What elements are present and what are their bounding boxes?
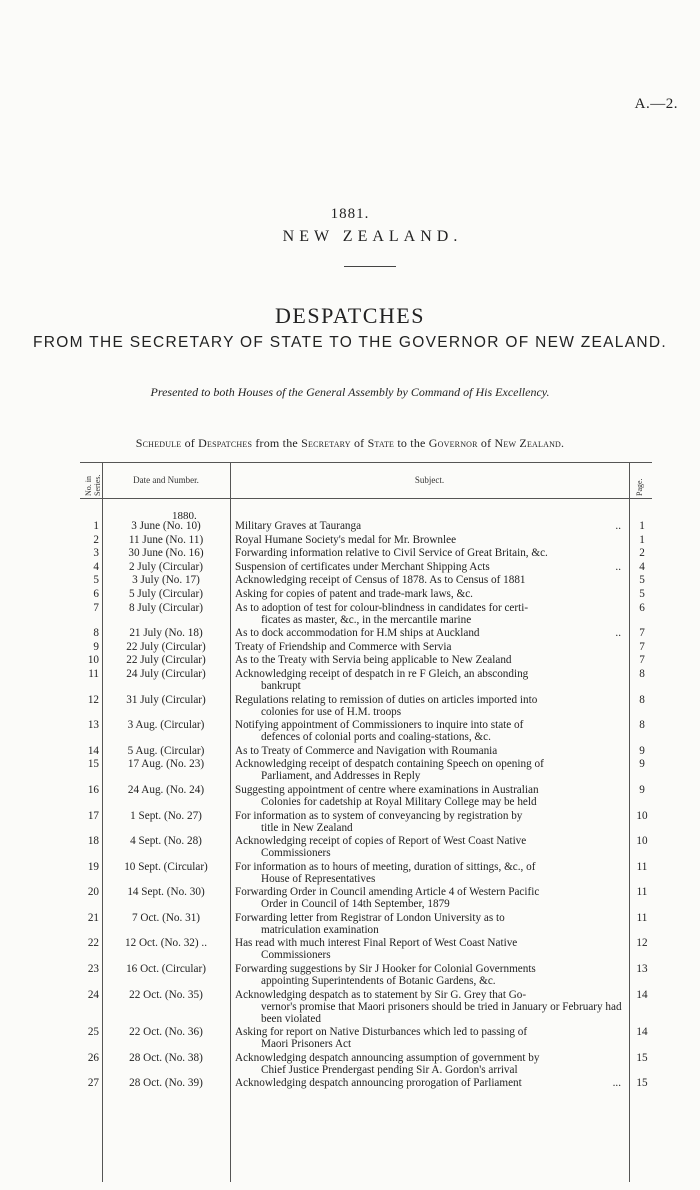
row-subject-text: Military Graves at Tauranga — [235, 520, 362, 532]
row-subject-text: Regulations relating to remission of duties on articles imported into — [235, 693, 538, 706]
row-page: 10 — [636, 835, 648, 848]
row-number: 10 — [87, 654, 99, 667]
table-row — [80, 547, 652, 559]
row-number: 2 — [93, 533, 99, 546]
row-subject-continuation: colonies for use of H.M. troops — [261, 705, 402, 718]
table-row — [80, 520, 652, 532]
row-page: 8 — [639, 667, 645, 680]
row-leader-dots: ... — [612, 1077, 621, 1090]
row-page: 5 — [639, 587, 645, 600]
row-date: 2 July (Circular) — [129, 560, 203, 573]
row-number: 13 — [87, 719, 99, 732]
table-row — [80, 937, 652, 961]
row-number: 12 — [87, 693, 99, 706]
schedule-word: New Zealand — [494, 436, 562, 450]
row-number: 17 — [87, 809, 99, 822]
row-subject-continuation: Colonies for cadetship at Royal Military College may be held — [261, 795, 537, 808]
row-subject — [235, 547, 627, 559]
row-subject — [235, 835, 627, 859]
row-subject — [235, 886, 627, 910]
table-row — [80, 758, 652, 782]
row-subject — [235, 1052, 627, 1076]
row-subject-text: Asking for copies of patent and trade-mark laws, &c. — [235, 587, 473, 600]
row-number: 19 — [87, 860, 99, 873]
schedule-word: of — [480, 436, 492, 450]
row-subject-text: As to adoption of test for colour-blindness in candidates for certi- — [235, 601, 529, 614]
row-number: 27 — [87, 1077, 99, 1090]
row-page: 11 — [636, 886, 648, 899]
row-subject-text: As to dock accommodation for H.M ships at Auckland — [235, 627, 480, 640]
column-header-subject: Subject. — [414, 475, 445, 485]
row-subject-continuation: Commissioners — [261, 847, 331, 860]
row-subject — [235, 520, 627, 532]
row-subject — [235, 574, 627, 586]
table-row — [80, 989, 652, 1025]
row-subject-continuation: House of Representatives — [261, 872, 376, 885]
row-date: 7 Oct. (No. 31) — [131, 911, 201, 924]
row-date: 22 July (Circular) — [126, 654, 206, 667]
row-page: 7 — [639, 654, 645, 667]
row-subject-continuation: Order in Council of 14th September, 1879 — [261, 898, 450, 911]
schedule-word: of — [353, 436, 365, 450]
row-subject — [235, 561, 627, 573]
row-subject-continuation: defences of colonial ports and coaling-stations, &c. — [261, 731, 491, 744]
row-subject-continuation: Parliament, and Addresses in Reply — [261, 770, 421, 783]
column-header-date: Date and Number. — [133, 475, 199, 485]
page-title: DESPATCHES — [275, 303, 425, 328]
row-number: 21 — [87, 911, 99, 924]
row-subject — [235, 758, 627, 782]
row-subject-continuation: Maori Prisoners Act — [261, 1038, 352, 1051]
row-subject-text: Has read with much interest Final Report of West Coast Native — [235, 937, 518, 950]
row-page: 8 — [639, 693, 645, 706]
row-page: 14 — [636, 1026, 648, 1039]
table-row — [80, 912, 652, 936]
row-number: 18 — [87, 835, 99, 848]
row-number: 16 — [87, 783, 99, 796]
table-row — [80, 668, 652, 692]
row-page: 11 — [636, 860, 648, 873]
row-subject-continuation: vernor's promise that Maori prisoners should be tried in January or February had been violated — [261, 1000, 622, 1025]
row-subject — [235, 989, 627, 1025]
row-subject-text: Treaty of Friendship and Commerce with Servia — [235, 640, 452, 653]
row-number: 5 — [93, 574, 99, 587]
row-date: 3 July (No. 17) — [132, 574, 200, 587]
row-page: 15 — [636, 1051, 648, 1064]
table-top-rule — [80, 462, 652, 463]
row-date: 22 July (Circular) — [126, 640, 206, 653]
column-header-page: Page. — [635, 478, 644, 496]
row-number: 7 — [93, 601, 99, 614]
row-number: 15 — [87, 758, 99, 771]
row-subject — [235, 861, 627, 885]
row-date: 24 Aug. (No. 24) — [127, 783, 205, 796]
schedule-word: State — [367, 436, 395, 450]
row-date: 21 July (No. 18) — [129, 627, 203, 640]
page-reference: A.—2. — [634, 96, 678, 112]
row-page: 9 — [639, 783, 645, 796]
table-year: 1880. — [172, 510, 197, 522]
row-subject-continuation: bankrupt — [261, 679, 301, 692]
row-subject — [235, 810, 627, 834]
row-subject — [235, 627, 627, 639]
row-date: 3 Aug. (Circular) — [127, 719, 205, 732]
row-subject-text: Acknowledging receipt of copies of Report of West Coast Native — [235, 835, 527, 848]
table-row — [80, 694, 652, 718]
row-page: 6 — [639, 601, 645, 614]
row-subject-continuation: Commissioners — [261, 949, 331, 962]
row-subject-text: For information as to hours of meeting, duration of sittings, &c., of — [235, 860, 536, 873]
row-date: 11 June (No. 11) — [128, 533, 204, 546]
row-page: 11 — [636, 911, 648, 924]
row-date: 28 Oct. (No. 38) — [129, 1051, 203, 1064]
row-page: 5 — [639, 574, 645, 587]
row-page: 12 — [636, 937, 648, 950]
row-date: 12 Oct. (No. 32) .. — [124, 937, 208, 950]
table-row — [80, 641, 652, 653]
table-body — [80, 520, 652, 1091]
row-date: 5 Aug. (Circular) — [127, 744, 205, 757]
schedule-word: Secretary — [301, 436, 351, 450]
row-number: 23 — [87, 963, 99, 976]
country-heading: NEW ZEALAND. — [282, 228, 463, 245]
table-row — [80, 745, 652, 757]
row-page: 15 — [636, 1077, 648, 1090]
page-subtitle: FROM THE SECRETARY OF STATE TO THE GOVERNOR OF NEW ZEALAND. — [33, 334, 667, 351]
row-subject-text: As to the Treaty with Servia being applicable to New Zealand — [235, 654, 512, 667]
row-subject-text: Acknowledging despatch announcing prorogation of Parliament — [235, 1077, 522, 1090]
row-date: 8 July (Circular) — [129, 601, 203, 614]
column-header-no: No. in Series. — [84, 474, 102, 496]
row-number: 9 — [93, 640, 99, 653]
schedule-word: to the — [397, 436, 426, 450]
row-date: 30 June (No. 16) — [128, 547, 204, 560]
row-page: 8 — [639, 719, 645, 732]
row-subject-text: Acknowledging receipt of Census of 1878. As to Census of 1881 — [235, 574, 526, 587]
row-number: 6 — [93, 587, 99, 600]
row-number: 8 — [93, 627, 99, 640]
table-row — [80, 588, 652, 600]
row-number: 25 — [87, 1026, 99, 1039]
row-date: 22 Oct. (No. 36) — [129, 1026, 203, 1039]
table-row — [80, 861, 652, 885]
row-subject-text: Acknowledging despatch announcing assumption of government by — [235, 1051, 540, 1064]
row-subject-text: Asking for report on Native Disturbances which led to passing of — [235, 1026, 528, 1039]
row-date: 28 Oct. (No. 39) — [129, 1077, 203, 1090]
table-row — [80, 561, 652, 573]
row-subject — [235, 745, 627, 757]
row-subject-text: Royal Humane Society's medal for Mr. Brownlee — [235, 533, 457, 546]
row-subject — [235, 534, 627, 546]
row-subject — [235, 963, 627, 987]
row-date: 14 Sept. (No. 30) — [127, 886, 205, 899]
table-row — [80, 719, 652, 743]
row-subject-continuation: matriculation examination — [261, 923, 379, 936]
row-date: 4 Sept. (No. 28) — [130, 835, 202, 848]
schedule-word: Despatches — [198, 436, 253, 450]
schedule-word: Schedule — [135, 436, 182, 450]
row-subject — [235, 1026, 627, 1050]
row-subject — [235, 912, 627, 936]
row-subject-text: Forwarding Order in Council amending Article 4 of Western Pacific — [235, 886, 540, 899]
row-number: 1 — [93, 520, 99, 532]
row-number: 11 — [88, 667, 99, 680]
row-date: 24 July (Circular) — [126, 667, 206, 680]
row-subject — [235, 588, 627, 600]
table-row — [80, 886, 652, 910]
schedule-heading — [0, 436, 700, 451]
document-year: 1881. — [330, 206, 370, 222]
schedule-word: of — [184, 436, 195, 450]
row-subject-text: Acknowledging receipt of despatch containing Speech on opening of — [235, 758, 544, 771]
row-subject-text: As to Treaty of Commerce and Navigation with Roumania — [235, 744, 498, 757]
row-subject — [235, 668, 627, 692]
row-date: 10 Sept. (Circular) — [124, 860, 208, 873]
table-row — [80, 784, 652, 808]
table-row — [80, 1052, 652, 1076]
row-leader-dots: .. — [615, 520, 621, 532]
row-page: 10 — [636, 809, 648, 822]
row-subject-text: For information as to system of conveyancing by registration by — [235, 809, 523, 822]
row-number: 20 — [87, 886, 99, 899]
table-row — [80, 835, 652, 859]
row-number: 24 — [87, 988, 99, 1001]
row-date: 31 July (Circular) — [126, 693, 206, 706]
row-subject-text: Suggesting appointment of centre where examinations in Australian — [235, 783, 539, 796]
row-page: 7 — [639, 640, 645, 653]
row-page: 14 — [636, 988, 648, 1001]
row-page: 4 — [639, 560, 645, 573]
row-date: 3 June (No. 10) — [131, 520, 201, 532]
row-page: 13 — [636, 963, 648, 976]
row-date: 1 Sept. (No. 27) — [130, 809, 202, 822]
schedule-word: . — [561, 436, 565, 450]
despatch-schedule-table — [80, 462, 652, 1182]
row-subject-text: Suspension of certificates under Merchant Shipping Acts — [235, 560, 490, 573]
row-date: 16 Oct. (Circular) — [126, 963, 206, 976]
title-divider — [344, 266, 396, 267]
row-subject-text: Forwarding letter from Registrar of London University as to — [235, 911, 505, 924]
row-subject-continuation: title in New Zealand — [261, 821, 353, 834]
table-row — [80, 1077, 652, 1089]
row-subject — [235, 784, 627, 808]
row-number: 14 — [87, 744, 99, 757]
row-page: 2 — [639, 547, 645, 560]
row-subject-text: Acknowledging despatch as to statement by Sir G. Grey that Go- — [235, 988, 527, 1001]
row-subject — [235, 719, 627, 743]
row-leader-dots: .. — [615, 560, 621, 573]
table-row — [80, 602, 652, 626]
table-row — [80, 1026, 652, 1050]
table-row — [80, 627, 652, 639]
row-page: 9 — [639, 758, 645, 771]
row-subject-text: Forwarding suggestions by Sir J Hooker for Colonial Governments — [235, 963, 536, 976]
row-page: 7 — [639, 627, 645, 640]
row-subject — [235, 937, 627, 961]
table-row — [80, 574, 652, 586]
schedule-word: Governor — [428, 436, 478, 450]
presented-note: Presented to both Houses of the General Assembly by Command of His Excellency. — [150, 385, 550, 399]
row-subject-continuation: ficates as master, &c., in the mercantile marine — [261, 613, 472, 626]
row-date: 22 Oct. (No. 35) — [129, 988, 203, 1001]
row-number: 4 — [93, 560, 99, 573]
row-subject-continuation: Chief Justice Prendergast pending Sir A. Gordon's arrival — [261, 1063, 518, 1076]
row-date: 17 Aug. (No. 23) — [127, 758, 205, 771]
row-number: 3 — [93, 547, 99, 560]
row-number: 22 — [87, 937, 99, 950]
table-header-rule — [80, 498, 652, 499]
row-date: 5 July (Circular) — [129, 587, 203, 600]
row-subject — [235, 654, 627, 666]
row-number: 26 — [87, 1051, 99, 1064]
row-subject-text: Forwarding information relative to Civil Service of Great Britain, &c. — [235, 547, 548, 560]
row-subject-text: Notifying appointment of Commissioners to inquire into state of — [235, 719, 524, 732]
row-subject — [235, 1077, 627, 1089]
row-page: 9 — [639, 744, 645, 757]
row-subject — [235, 641, 627, 653]
row-subject — [235, 602, 627, 626]
table-row — [80, 963, 652, 987]
row-page: 1 — [639, 533, 645, 546]
schedule-word: from the — [255, 436, 298, 450]
table-row — [80, 534, 652, 546]
table-row — [80, 810, 652, 834]
row-subject-text: Acknowledging receipt of despatch in re F Gleich, an absconding — [235, 667, 529, 680]
row-subject — [235, 694, 627, 718]
row-subject-continuation: appointing Superintendents of Botanic Gardens, &c. — [261, 975, 496, 988]
table-row — [80, 654, 652, 666]
row-leader-dots: .. — [615, 627, 621, 640]
row-page: 1 — [639, 520, 645, 532]
